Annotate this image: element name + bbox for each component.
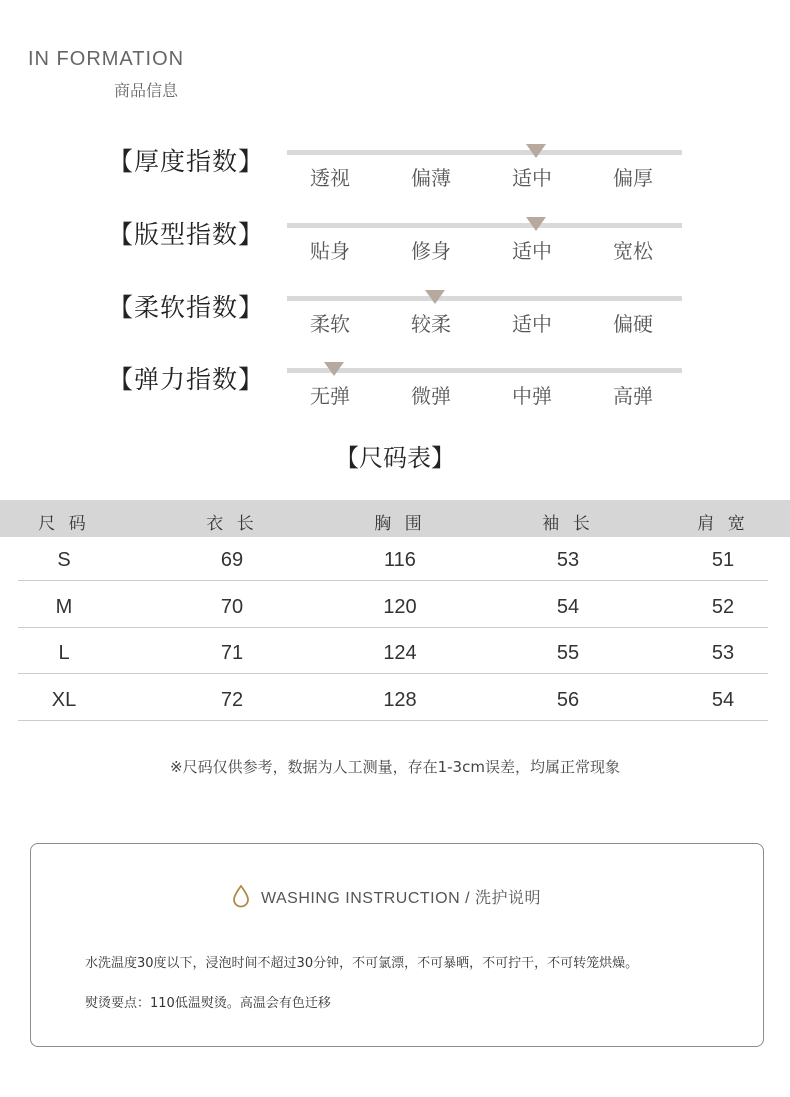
washing-line-2: 熨烫要点：110低温熨烫。高温会有色迁移 xyxy=(85,996,331,1011)
size-table-title: 【尺码表】 xyxy=(335,444,455,472)
table-row xyxy=(0,586,790,632)
row-divider xyxy=(18,627,768,628)
table-cell: 54 xyxy=(556,596,580,618)
table-cell: 53 xyxy=(711,642,735,664)
washing-title-text: WASHING INSTRUCTION / 洗护说明 xyxy=(261,889,541,907)
index-option: 适中 xyxy=(512,166,552,190)
table-cell: 116 xyxy=(384,549,416,571)
size-table-header xyxy=(0,500,790,537)
size-note: ※尺码仅供参考，数据为人工测量，存在1-3cm误差，均属正常现象 xyxy=(170,758,620,776)
table-cell: 56 xyxy=(556,689,580,711)
table-cell: 51 xyxy=(711,549,735,571)
index-option: 适中 xyxy=(512,239,552,263)
index-marker-icon xyxy=(526,144,546,158)
index-option: 偏厚 xyxy=(613,166,653,190)
index-marker-icon xyxy=(425,290,445,304)
index-option: 偏硬 xyxy=(613,312,653,336)
table-cell: 72 xyxy=(220,689,244,711)
header-title-en: IN FORMATION xyxy=(28,48,185,70)
index-option: 透视 xyxy=(310,166,350,190)
index-option: 较柔 xyxy=(411,312,451,336)
index-label: 【柔软指数】 xyxy=(108,293,265,322)
index-option: 中弹 xyxy=(512,384,552,408)
table-header-cell: 尺 码 xyxy=(38,514,90,534)
table-header-cell: 衣 长 xyxy=(206,514,258,534)
index-row xyxy=(0,147,790,210)
table-cell: 124 xyxy=(383,642,417,664)
index-option: 微弹 xyxy=(411,384,451,408)
washing-title xyxy=(231,884,541,908)
table-cell: S xyxy=(57,549,71,571)
table-cell: 128 xyxy=(383,689,417,711)
table-cell: 69 xyxy=(220,549,244,571)
table-row xyxy=(0,539,790,585)
row-divider xyxy=(18,673,768,674)
index-bar xyxy=(287,296,682,301)
index-option: 无弹 xyxy=(310,384,350,408)
table-header-cell: 袖 长 xyxy=(542,514,594,534)
table-row xyxy=(0,632,790,678)
index-bar xyxy=(287,223,682,228)
index-label: 【厚度指数】 xyxy=(108,147,265,176)
index-label: 【版型指数】 xyxy=(108,220,265,249)
index-option: 宽松 xyxy=(613,239,653,263)
index-marker-icon xyxy=(324,362,344,376)
table-header-cell: 胸 围 xyxy=(374,514,426,534)
table-cell: M xyxy=(55,596,73,618)
index-marker-icon xyxy=(526,217,546,231)
index-bar xyxy=(287,368,682,373)
index-option: 柔软 xyxy=(310,312,350,336)
table-cell: 55 xyxy=(556,642,580,664)
index-bar xyxy=(287,150,682,155)
washing-line-1: 水洗温度30度以下，浸泡时间不超过30分钟，不可氯漂，不可暴晒，不可拧干，不可转笼烘燥。 xyxy=(85,956,639,971)
table-cell: 70 xyxy=(220,596,244,618)
washing-instruction-box xyxy=(30,843,764,1047)
index-option: 贴身 xyxy=(310,239,350,263)
index-option: 修身 xyxy=(411,239,451,263)
index-option: 适中 xyxy=(512,312,552,336)
table-cell: 54 xyxy=(711,689,735,711)
index-label: 【弹力指数】 xyxy=(108,365,265,394)
table-cell: 71 xyxy=(220,642,244,664)
row-divider xyxy=(18,720,768,721)
table-header-cell: 肩 宽 xyxy=(697,514,749,534)
table-cell: 52 xyxy=(711,596,735,618)
table-cell: 120 xyxy=(383,596,417,618)
header-title-cn: 商品信息 xyxy=(114,81,179,100)
index-row xyxy=(0,220,790,283)
table-cell: L xyxy=(58,642,70,664)
index-option: 偏薄 xyxy=(411,166,451,190)
row-divider xyxy=(18,580,768,581)
water-drop-icon xyxy=(231,884,251,908)
table-row xyxy=(0,679,790,725)
index-option: 高弹 xyxy=(613,384,653,408)
index-row xyxy=(0,365,790,428)
index-row xyxy=(0,293,790,356)
table-cell: XL xyxy=(51,689,77,711)
table-cell: 53 xyxy=(556,549,580,571)
